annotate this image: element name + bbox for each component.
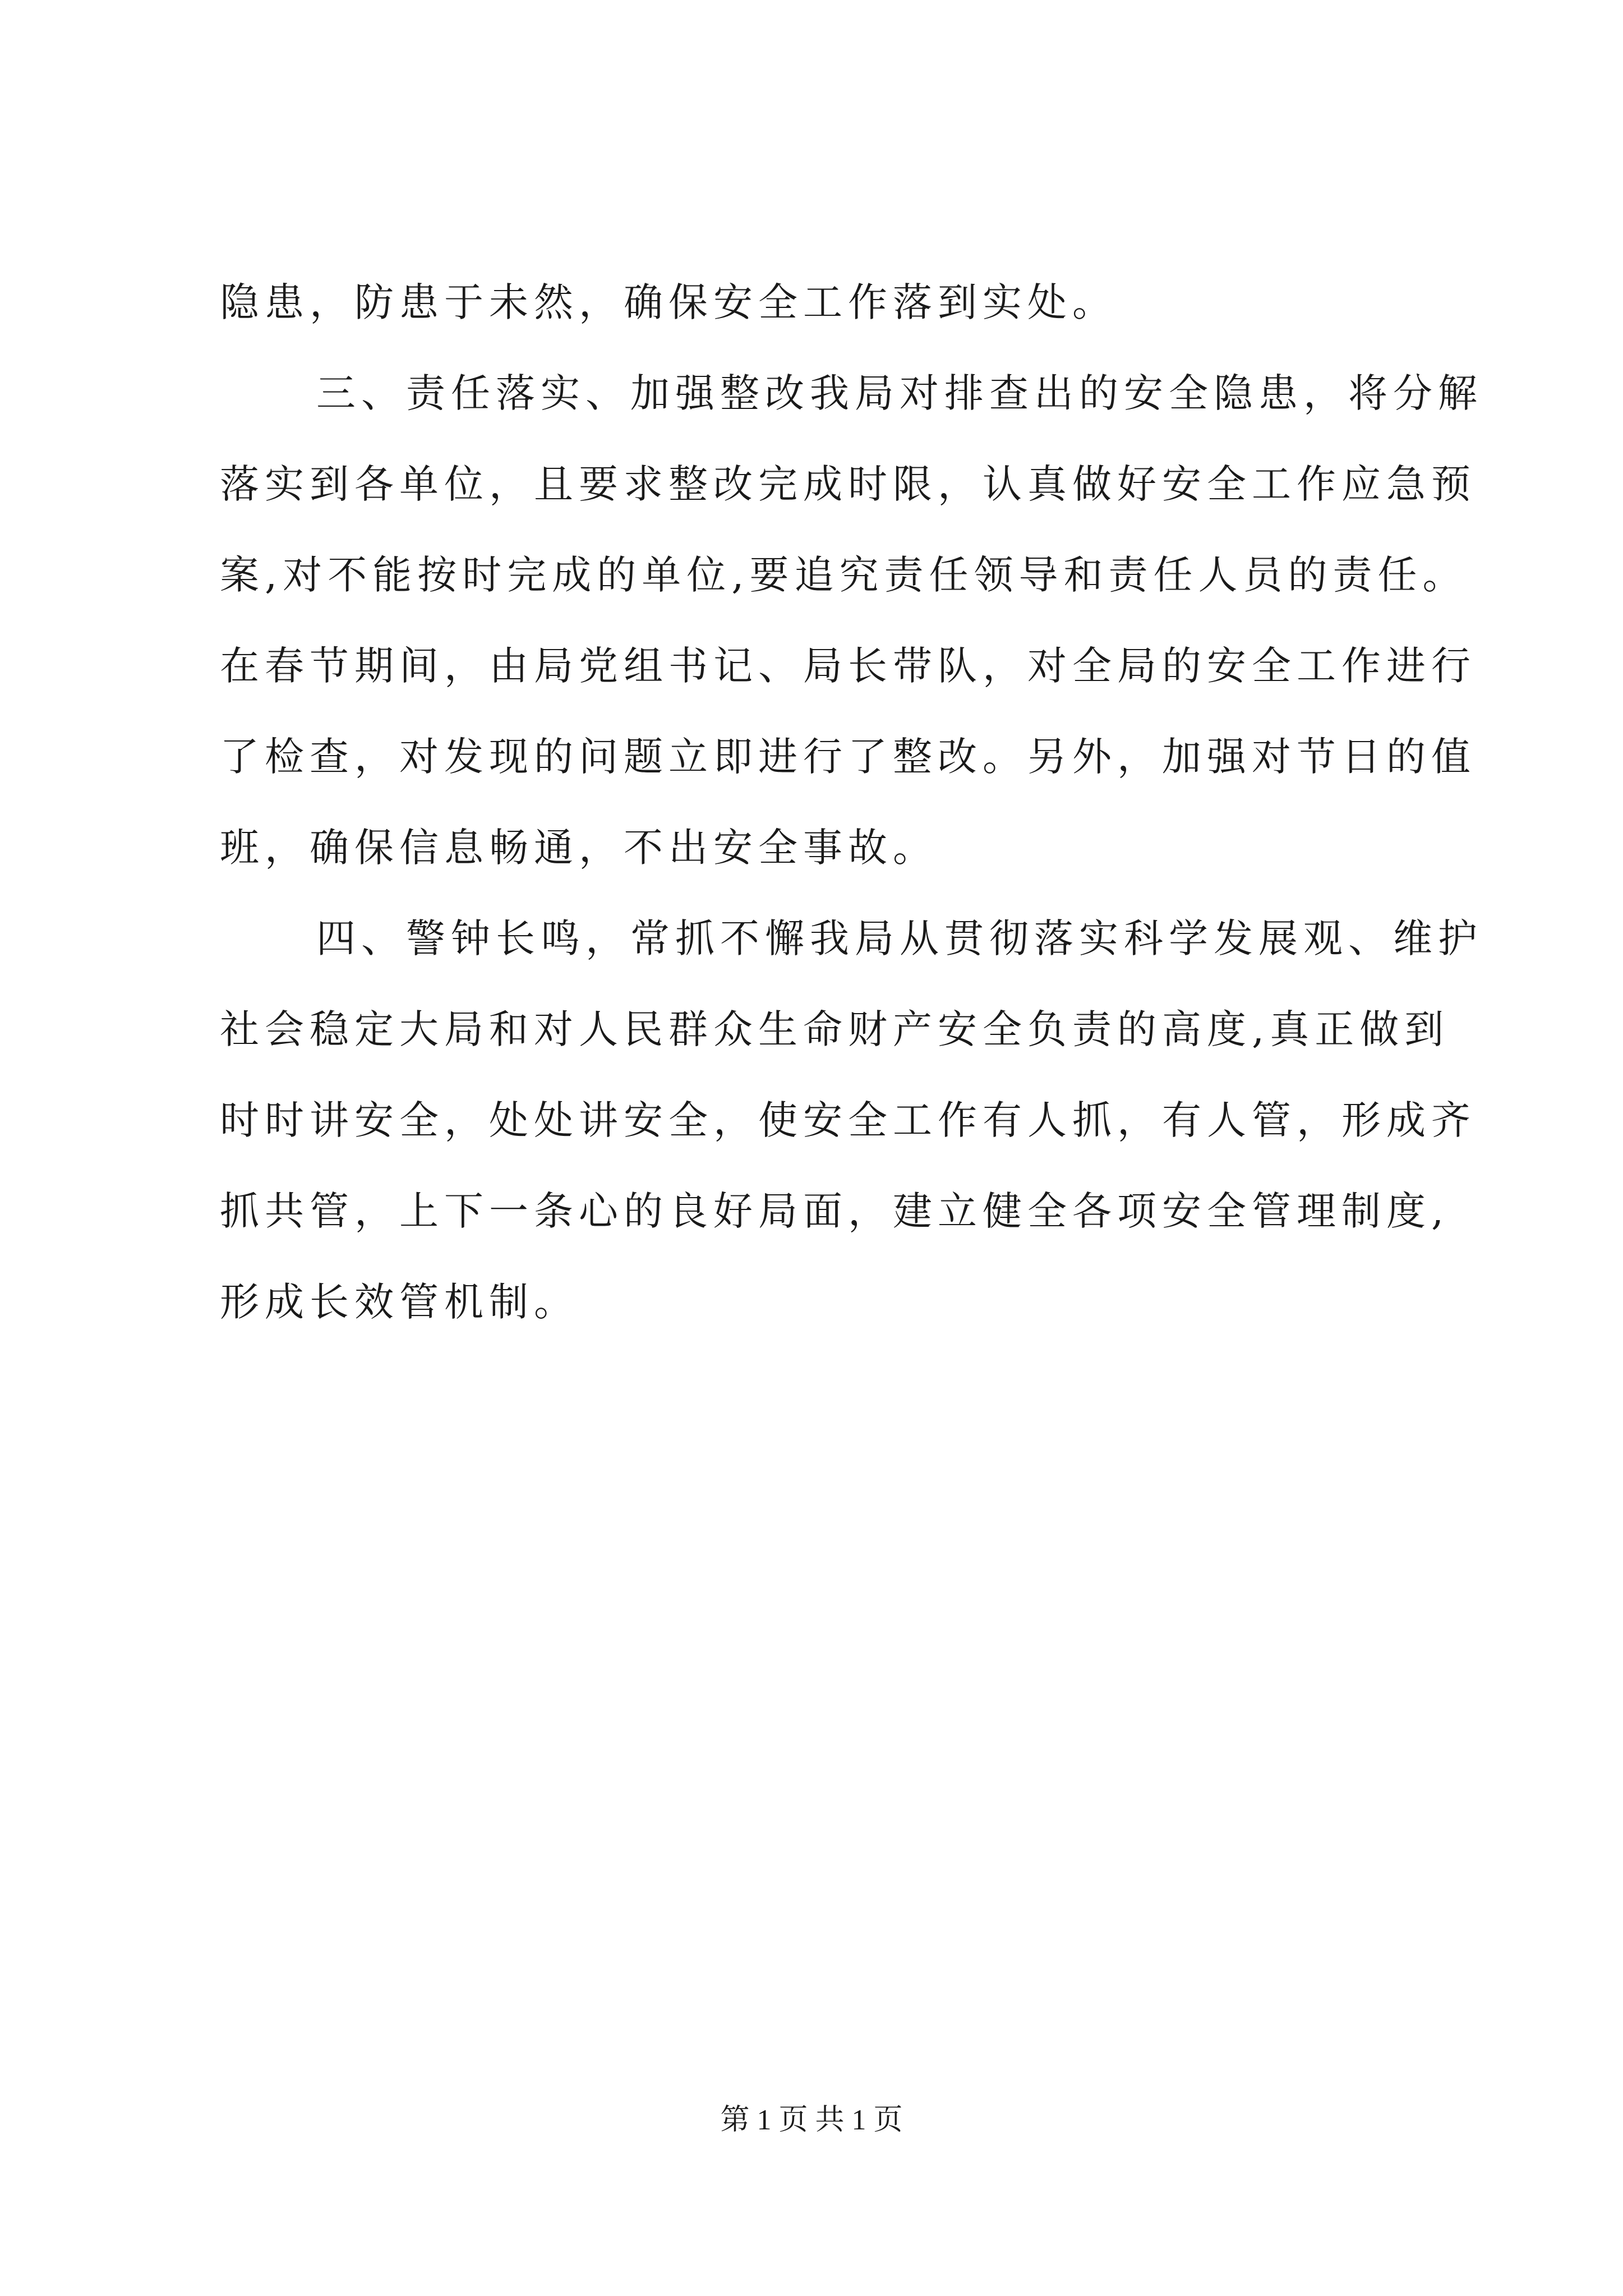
text-line: 时时讲安全，处处讲安全，使安全工作有人抓，有人管，形成齐: [220, 1097, 1476, 1143]
text-line: 落实到各单位，且要求整改完成时限，认真做好安全工作应急预: [220, 461, 1476, 507]
text-line: 班，确保信息畅通，不出安全事故。: [220, 825, 938, 871]
text-line: 案,对不能按时完成的单位,要追究责任领导和责任人员的责任。: [220, 552, 1468, 598]
text-line: 社会稳定大局和对人民群众生命财产安全负责的高度,真正做到: [220, 1006, 1450, 1052]
text-line: 四、警钟长鸣，常抓不懈我局从贯彻落实科学发展观、维护: [316, 915, 1483, 961]
text-line: 三、责任落实、加强整改我局对排查出的安全隐患，将分解: [316, 370, 1483, 416]
page-number-footer: 第 1 页 共 1 页: [720, 2104, 903, 2136]
text-line: 隐患，防患于未然，确保安全工作落到实处。: [220, 279, 1117, 325]
text-line: 抓共管，上下一条心的良好局面，建立健全各项安全管理制度,: [220, 1188, 1450, 1234]
text-line: 在春节期间，由局党组书记、局长带队，对全局的安全工作进行: [220, 643, 1476, 689]
document-body: [220, 257, 1483, 1347]
text-line: 了检查，对发现的问题立即进行了整改。另外，加强对节日的值: [220, 734, 1476, 780]
text-line: 形成长效管机制。: [220, 1279, 579, 1325]
